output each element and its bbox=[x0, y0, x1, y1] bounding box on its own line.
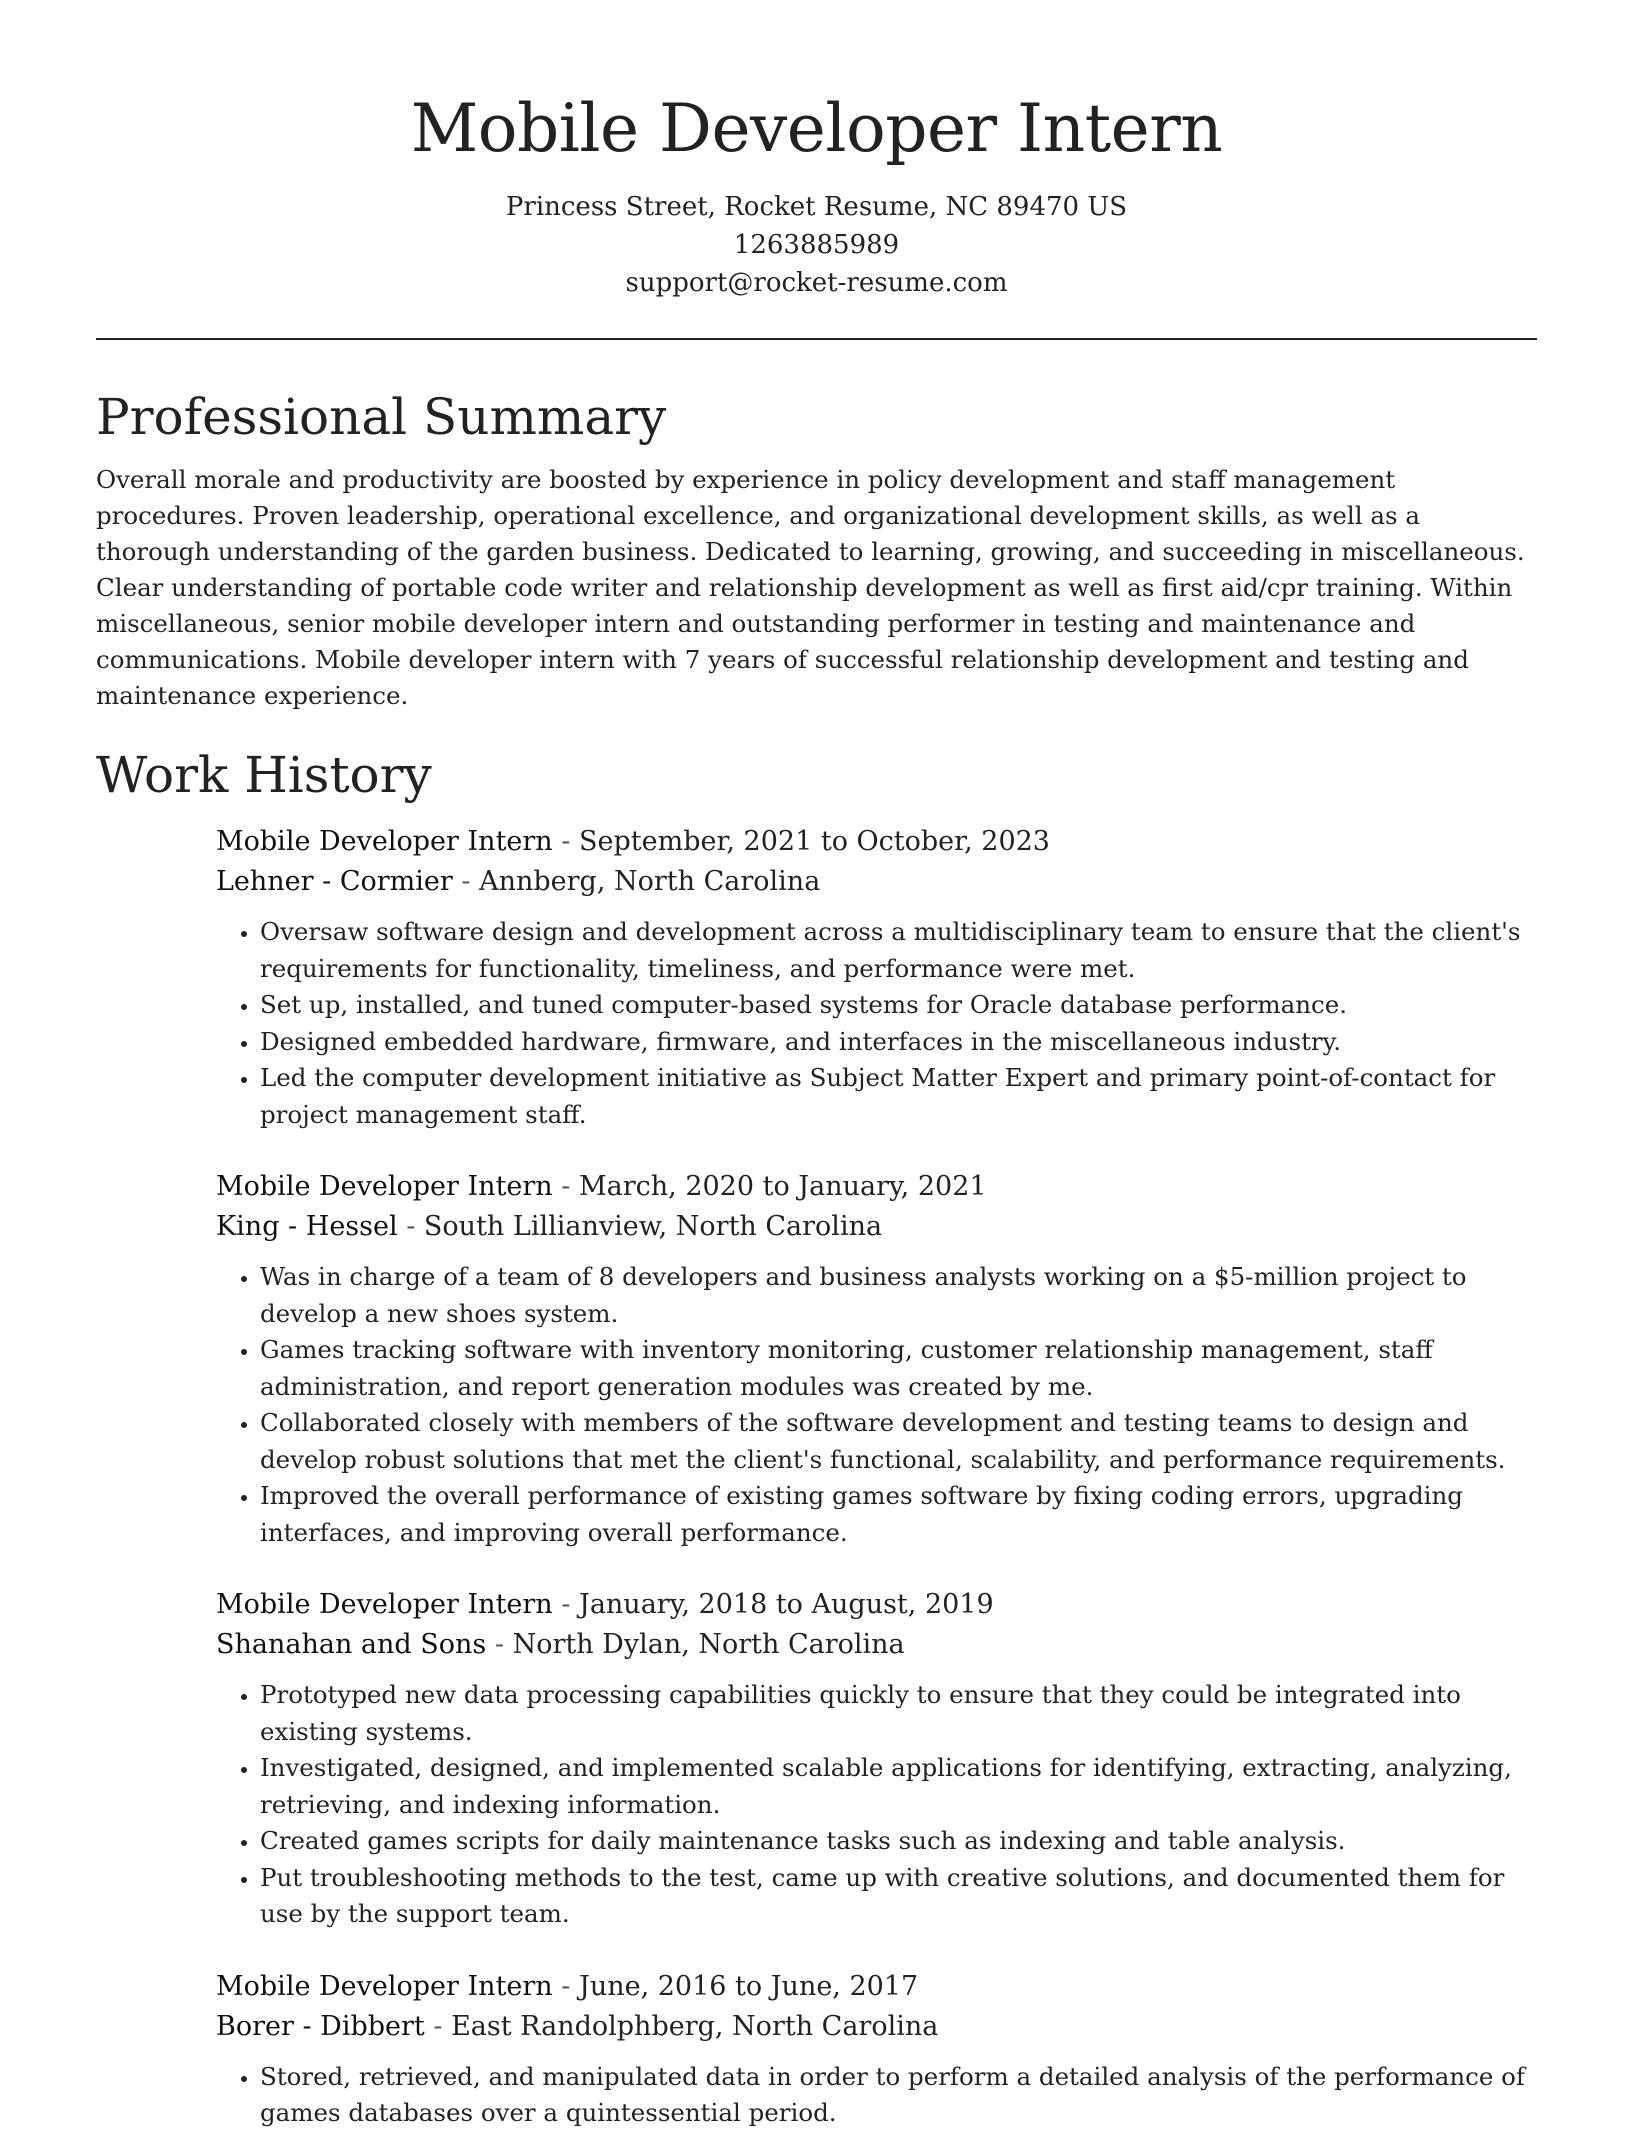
job-bullet-list bbox=[216, 914, 1537, 1133]
work-history-title: Work History bbox=[96, 746, 432, 804]
job-bullet: • Oversaw software design and development across a multidisciplinary team to ensure that the client's requirements for functionality, timeliness, and performance were met. bbox=[260, 914, 1537, 987]
job-bullet-list bbox=[216, 1677, 1537, 1933]
job-entry bbox=[216, 822, 1537, 1133]
job-dates: June, 2016 to June, 2017 bbox=[579, 1970, 919, 2002]
job-bullet: • Created games scripts for daily maintenance tasks such as indexing and table analysis. bbox=[260, 1823, 1537, 1860]
job-role: Mobile Developer Intern bbox=[216, 1171, 553, 1202]
job-bullet: • Was in charge of a team of 8 developers and business analysts working on a $5-million project to develop a new shoes system. bbox=[260, 1259, 1537, 1332]
job-location: East Randolphberg, North Carolina bbox=[451, 2010, 939, 2042]
job-role: Mobile Developer Intern bbox=[216, 1970, 553, 2002]
job-bullet: • Collaborated closely with members of the software development and testing teams to design and develop robust solutions that met the client's functional, scalability, and performance requirements. bbox=[260, 1405, 1537, 1478]
professional-summary-title: Professional Summary bbox=[96, 388, 667, 446]
job-bullet: • Stored, retrieved, and manipulated data in order to perform a detailed analysis of the performance of games databases over a quintessential period. bbox=[260, 2059, 1537, 2132]
resume-page bbox=[96, 0, 1537, 2132]
job-company: Shanahan and Sons bbox=[216, 1629, 487, 1660]
resume-header bbox=[96, 0, 1537, 302]
job-dates: January, 2018 to August, 2019 bbox=[579, 1589, 994, 1620]
job-separator: - bbox=[552, 1589, 579, 1620]
job-company: Borer - Dibbert bbox=[216, 2010, 425, 2042]
job-company-line bbox=[216, 2007, 1537, 2047]
professional-summary-section bbox=[96, 382, 1537, 714]
job-company: Lehner - Cormier bbox=[216, 866, 453, 897]
contact-address: Princess Street, Rocket Resume, NC 89470 US bbox=[505, 192, 1128, 222]
job-title-line bbox=[216, 1967, 1537, 2007]
contact-phone: 1263885989 bbox=[733, 230, 900, 260]
contact-email: support@rocket-resume.com bbox=[625, 268, 1008, 298]
job-company-line bbox=[216, 1625, 1537, 1665]
job-bullet: • Led the computer development initiative as Subject Matter Expert and primary point-of-contact for project management staff. bbox=[260, 1060, 1537, 1133]
job-separator: - bbox=[552, 1171, 579, 1202]
job-entry bbox=[216, 1585, 1537, 1933]
job-company-line bbox=[216, 862, 1537, 902]
job-separator: - bbox=[397, 1211, 424, 1242]
contact-info bbox=[96, 188, 1537, 302]
work-history-section bbox=[96, 740, 1537, 2132]
job-location: North Dylan, North Carolina bbox=[512, 1629, 905, 1660]
job-role: Mobile Developer Intern bbox=[216, 1589, 553, 1620]
job-company-line bbox=[216, 1207, 1537, 1247]
job-title-line bbox=[216, 822, 1537, 862]
job-role: Mobile Developer Intern bbox=[216, 826, 553, 857]
job-location: Annberg, North Carolina bbox=[479, 866, 821, 897]
candidate-name: Mobile Developer Intern bbox=[410, 90, 1223, 167]
job-bullet: • Put troubleshooting methods to the test, came up with creative solutions, and documented them for use by the support team. bbox=[260, 1860, 1537, 1933]
job-bullet: • Prototyped new data processing capabilities quickly to ensure that they could be integrated into existing systems. bbox=[260, 1677, 1537, 1750]
job-entry bbox=[216, 1167, 1537, 1551]
professional-summary-text: Overall morale and productivity are boosted by experience in policy development and staff management procedures. Proven leadership, operational excellence, and organizational development skills, as well as a thorough understanding of the garden business. Dedicated to learning, growing, and succeeding in miscellaneous. Clear understanding of portable code writer and relationship development as well as first aid/cpr training. Within miscellaneous, senior mobile developer intern and outstanding performer in testing and maintenance and communications. Mobile developer intern with 7 years of successful relationship development and testing and maintenance experience. bbox=[96, 465, 1525, 710]
job-separator: - bbox=[424, 2010, 452, 2042]
job-bullet: • Designed embedded hardware, firmware, and interfaces in the miscellaneous industry. bbox=[260, 1024, 1537, 1061]
job-separator: - bbox=[552, 826, 579, 857]
job-separator: - bbox=[452, 866, 480, 897]
job-company: King - Hessel bbox=[216, 1211, 398, 1242]
job-bullet: • Investigated, designed, and implemented scalable applications for identifying, extracting, analyzing, retrieving, and indexing information. bbox=[260, 1750, 1537, 1823]
job-bullet: • Games tracking software with inventory monitoring, customer relationship management, staff administration, and report generation modules was created by me. bbox=[260, 1332, 1537, 1405]
job-location: South Lillianview, North Carolina bbox=[423, 1211, 883, 1242]
job-bullet-list bbox=[216, 1259, 1537, 1551]
job-list bbox=[216, 822, 1537, 2132]
job-dates: September, 2021 to October, 2023 bbox=[579, 826, 1050, 857]
job-dates: March, 2020 to January, 2021 bbox=[579, 1171, 987, 1202]
job-title-line bbox=[216, 1167, 1537, 1207]
job-title-line bbox=[216, 1585, 1537, 1625]
header-divider bbox=[96, 338, 1537, 340]
job-bullet-list bbox=[216, 2059, 1537, 2132]
job-separator: - bbox=[486, 1629, 513, 1660]
job-entry bbox=[216, 1967, 1537, 2132]
job-bullet: • Set up, installed, and tuned computer-based systems for Oracle database performance. bbox=[260, 987, 1537, 1024]
job-bullet: • Improved the overall performance of existing games software by fixing coding errors, upgrading interfaces, and improving overall performance. bbox=[260, 1478, 1537, 1551]
job-separator: - bbox=[552, 1970, 579, 2002]
